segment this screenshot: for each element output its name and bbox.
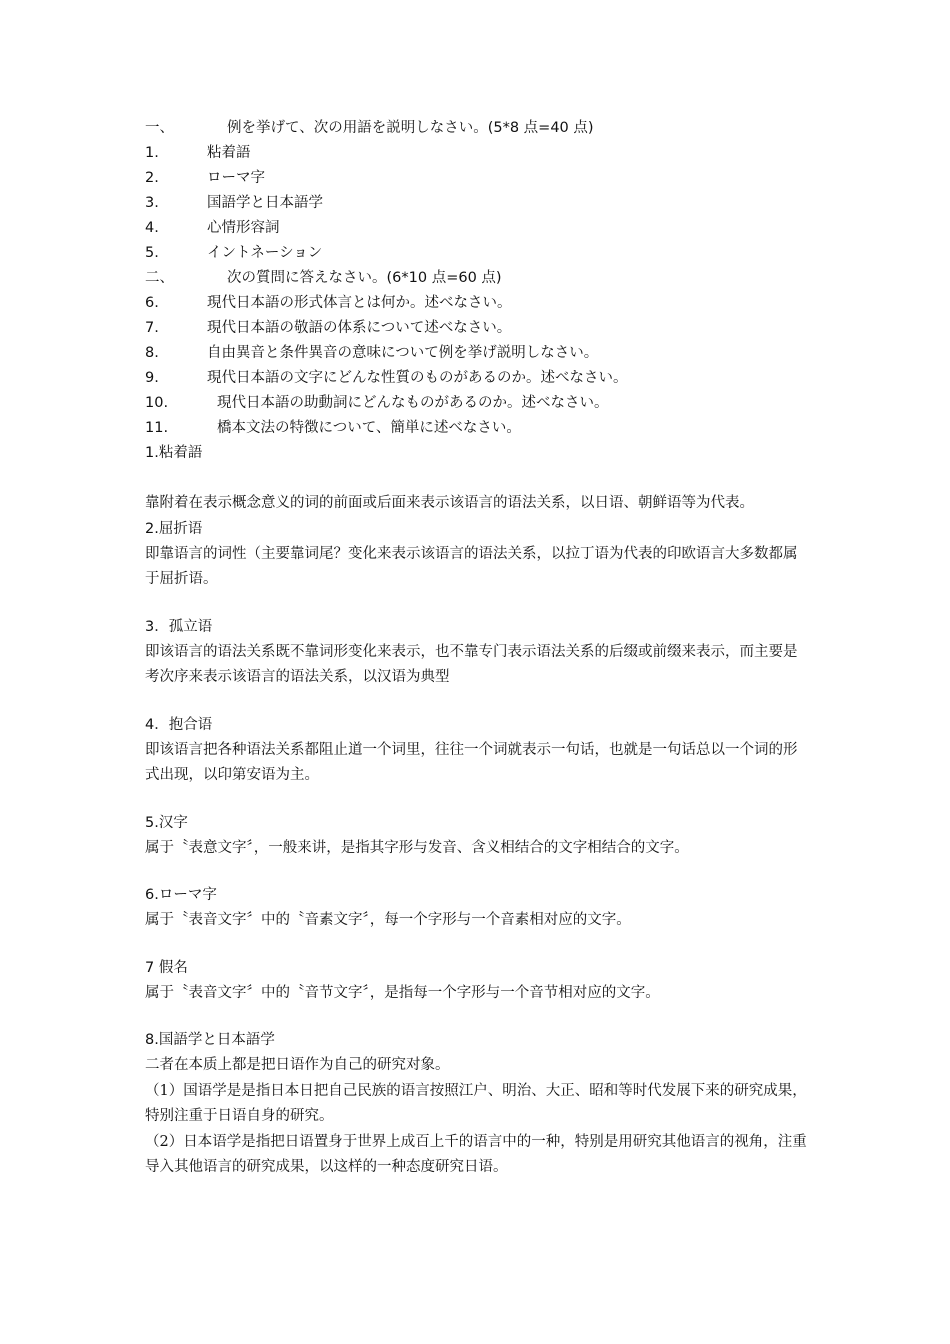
answer-body: 即该语言的语法关系既不靠词形变化来表示，也不靠专门表示语法关系的后缀或前缀来表示，而主要是考次序来表示该语言的语法关系，以汉语为典型	[145, 643, 798, 685]
answer-body: 即该语言把各种语法关系都阻止道一个词里，往往一个词就表示一句话，也就是一句话总以一个词的形式出现，以印第安语为主。	[145, 741, 798, 783]
answer-body: 靠附着在表示概念意义的词的前面或后面来表示该语言的语法关系，以日语、朝鲜语等为代表。	[145, 495, 754, 511]
question-item	[145, 191, 810, 216]
question-item	[145, 241, 810, 266]
answer-body: 属于〝表音文字〞中的〝音素文字〞，每一个字形与一个音素相对应的文字。	[145, 912, 631, 928]
question-number: 11.	[145, 420, 169, 436]
question-text: 現代日本語の形式体言とは何か。述べなさい。	[207, 295, 512, 311]
question-item	[145, 366, 810, 391]
answer-title: 3．孤立语	[145, 618, 213, 635]
answer-body: 属于〝表意文字〞，一般来讲，是指其字形与发音、含义相结合的文字相结合的文字。	[145, 839, 689, 856]
question-text: 国語学と日本語学	[207, 195, 323, 211]
answer-body-line: （2）日本语学是指把日语置身于世界上成百上千的语言中的一种，特别是用研究其他语言的视角，注重导入其他语言的研究成果，以这样的一种态度研究日语。	[145, 1133, 807, 1175]
answer-title: 1.粘着語	[145, 445, 203, 461]
question-number: 1.	[145, 145, 159, 161]
answer-title: 8.国語学と日本語学	[145, 1032, 275, 1048]
question-text: 現代日本語の敬語の体系について述べなさい。	[207, 320, 512, 336]
spacer	[145, 691, 810, 713]
spacer	[145, 1006, 810, 1028]
question-item	[145, 341, 810, 366]
spacer	[145, 466, 810, 491]
question-number: 6.	[145, 295, 159, 311]
question-text: 粘着語	[207, 145, 251, 161]
question-text: 橋本文法の特徴について、簡単に述べなさい。	[217, 420, 521, 436]
answer-title: 6.ローマ字	[145, 887, 217, 903]
answer-title: 4．抱合语	[145, 716, 213, 733]
question-number: 2.	[145, 170, 159, 186]
question-item	[145, 141, 810, 166]
question-item	[145, 391, 810, 416]
question-item	[145, 416, 810, 441]
question-text: 現代日本語の助動詞にどんなものがあるのか。述べなさい。	[217, 395, 609, 411]
question-item	[145, 166, 810, 191]
section-heading	[145, 266, 810, 291]
section-heading	[145, 116, 810, 141]
section-number: 一、	[145, 120, 174, 136]
answer-body-line: 二者在本质上都是把日语作为自己的研究对象。	[145, 1057, 450, 1073]
question-number: 4.	[145, 220, 159, 236]
answer-title: 7 假名	[145, 959, 188, 976]
spacer	[145, 861, 810, 883]
section-instruction: 次の質問に答えなさい。(6*10 点=60 点)	[227, 270, 502, 286]
spacer	[145, 593, 810, 615]
question-number: 8.	[145, 345, 159, 361]
question-text: 自由異音と条件異音の意味について例を挙げ説明しなさい。	[207, 345, 599, 361]
question-number: 3.	[145, 195, 159, 211]
section-number: 二、	[145, 270, 174, 286]
spacer	[145, 934, 810, 956]
question-item	[145, 216, 810, 241]
question-item	[145, 316, 810, 341]
question-number: 9.	[145, 370, 159, 386]
question-number: 7.	[145, 320, 159, 336]
section-instruction: 例を挙げて、次の用語を説明しなさい。(5*8 点=40 点)	[227, 120, 594, 136]
answer-title: 2.屈折语	[145, 520, 203, 537]
question-text: イントネーション	[207, 245, 323, 261]
question-text: 現代日本語の文字にどんな性質のものがあるのか。述べなさい。	[207, 370, 628, 386]
answer-body: 即靠语言的词性（主要靠词尾？变化来表示该语言的语法关系，以拉丁语为代表的印欧语言大多数都属于屈折语。	[145, 545, 798, 587]
answer-body-line: （1）国语学是是指日本日把自己民族的语言按照江户、明治、大正、昭和等时代发展下来的研究成果，特别注重于日语自身的研究。	[145, 1082, 807, 1124]
spacer	[145, 789, 810, 811]
document-content	[145, 116, 810, 1181]
answer-body: 属于〝表音文字〞中的〝音节文字〞，是指每一个字形与一个音节相对应的文字。	[145, 984, 660, 1001]
question-number: 5.	[145, 245, 159, 261]
question-item	[145, 291, 810, 316]
question-number: 10.	[145, 395, 169, 411]
question-text: ローマ字	[207, 170, 265, 186]
question-text: 心情形容詞	[207, 220, 280, 236]
answer-title: 5.汉字	[145, 814, 188, 831]
